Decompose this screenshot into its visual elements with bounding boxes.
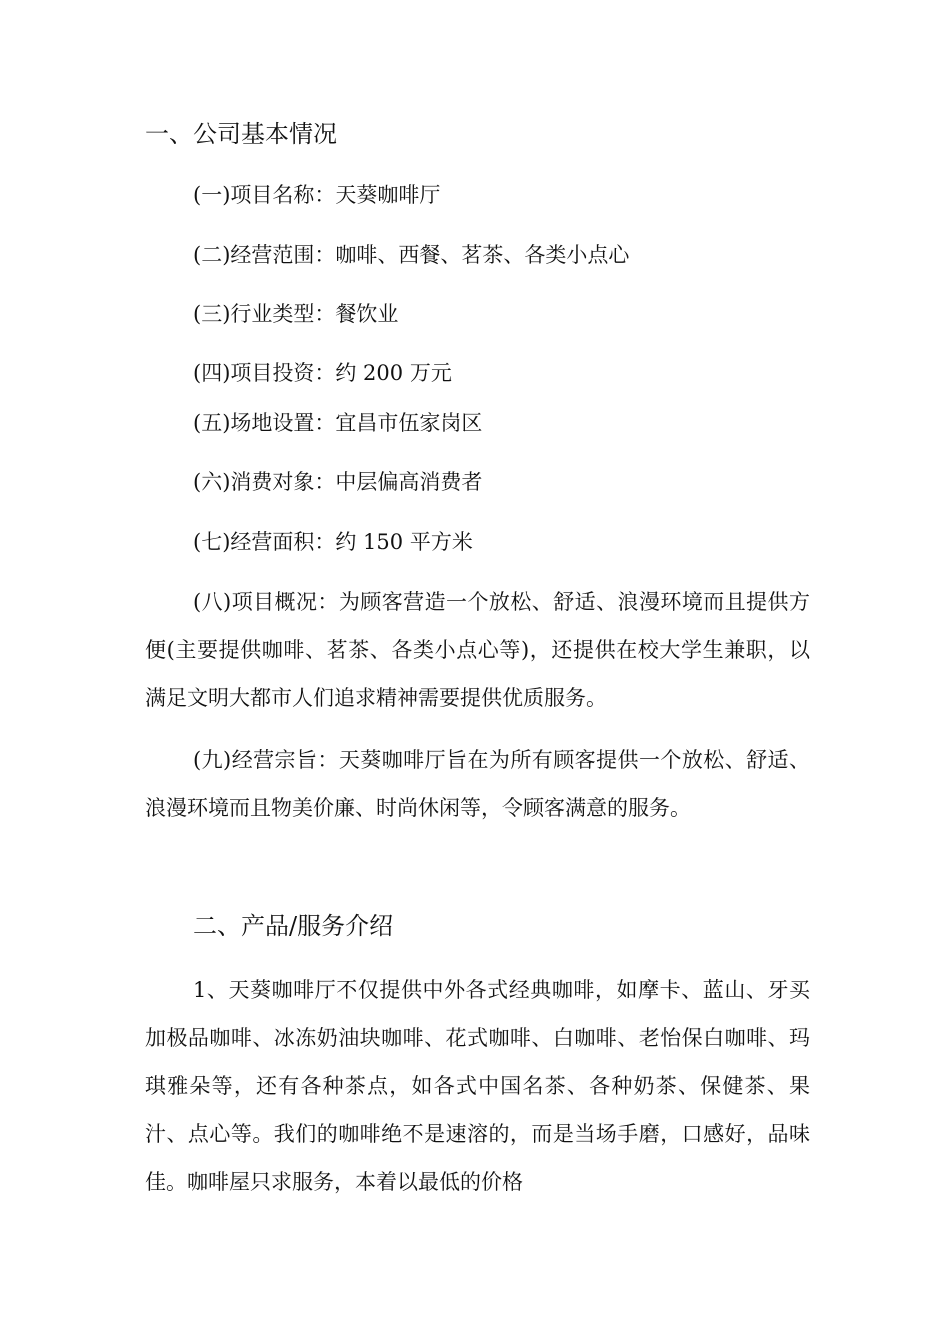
location-item: (五)场地设置：宜昌市伍家岗区 — [193, 411, 483, 435]
investment-item: (四)项目投资：约 200 万元 — [193, 361, 452, 385]
products-paragraph: 1、天葵咖啡厅不仅提供中外各式经典咖啡，如摩卡、蓝山、牙买加极品咖啡、冰冻奶油块咖啡、花式咖啡、白咖啡、老怡保白咖啡、玛琪雅朵等，还有各种茶点，如各式中国名茶、各种奶茶、保健茶、果汁、点心等。我们的咖啡绝不是速溶的，而是当场手磨，口感好，品味佳。咖啡屋只求服务，本着以最低的价格 — [145, 978, 810, 1194]
project-name-item: (一)项目名称：天葵咖啡厅 — [193, 183, 441, 207]
project-overview-paragraph: (八)项目概况：为顾客营造一个放松、舒适、浪漫环境而且提供方便(主要提供咖啡、茗茶、各类小点心等)，还提供在校大学生兼职，以满足文明大都市人们追求精神需要提供优质服务。 — [145, 590, 810, 710]
section-2-heading: 二、产品/服务介绍 — [193, 912, 394, 940]
business-area-item: (七)经营面积：约 150 平方米 — [193, 530, 473, 554]
target-consumer-item: (六)消费对象：中层偏高消费者 — [193, 470, 483, 494]
business-scope-item: (二)经营范围：咖啡、西餐、茗茶、各类小点心 — [193, 243, 630, 267]
industry-type-item: (三)行业类型：餐饮业 — [193, 302, 399, 326]
business-purpose-paragraph: (九)经营宗旨：天葵咖啡厅旨在为所有顾客提供一个放松、舒适、浪漫环境而且物美价廉、时尚休闲等，令顾客满意的服务。 — [145, 748, 810, 820]
section-1-heading: 一、公司基本情况 — [145, 120, 337, 148]
